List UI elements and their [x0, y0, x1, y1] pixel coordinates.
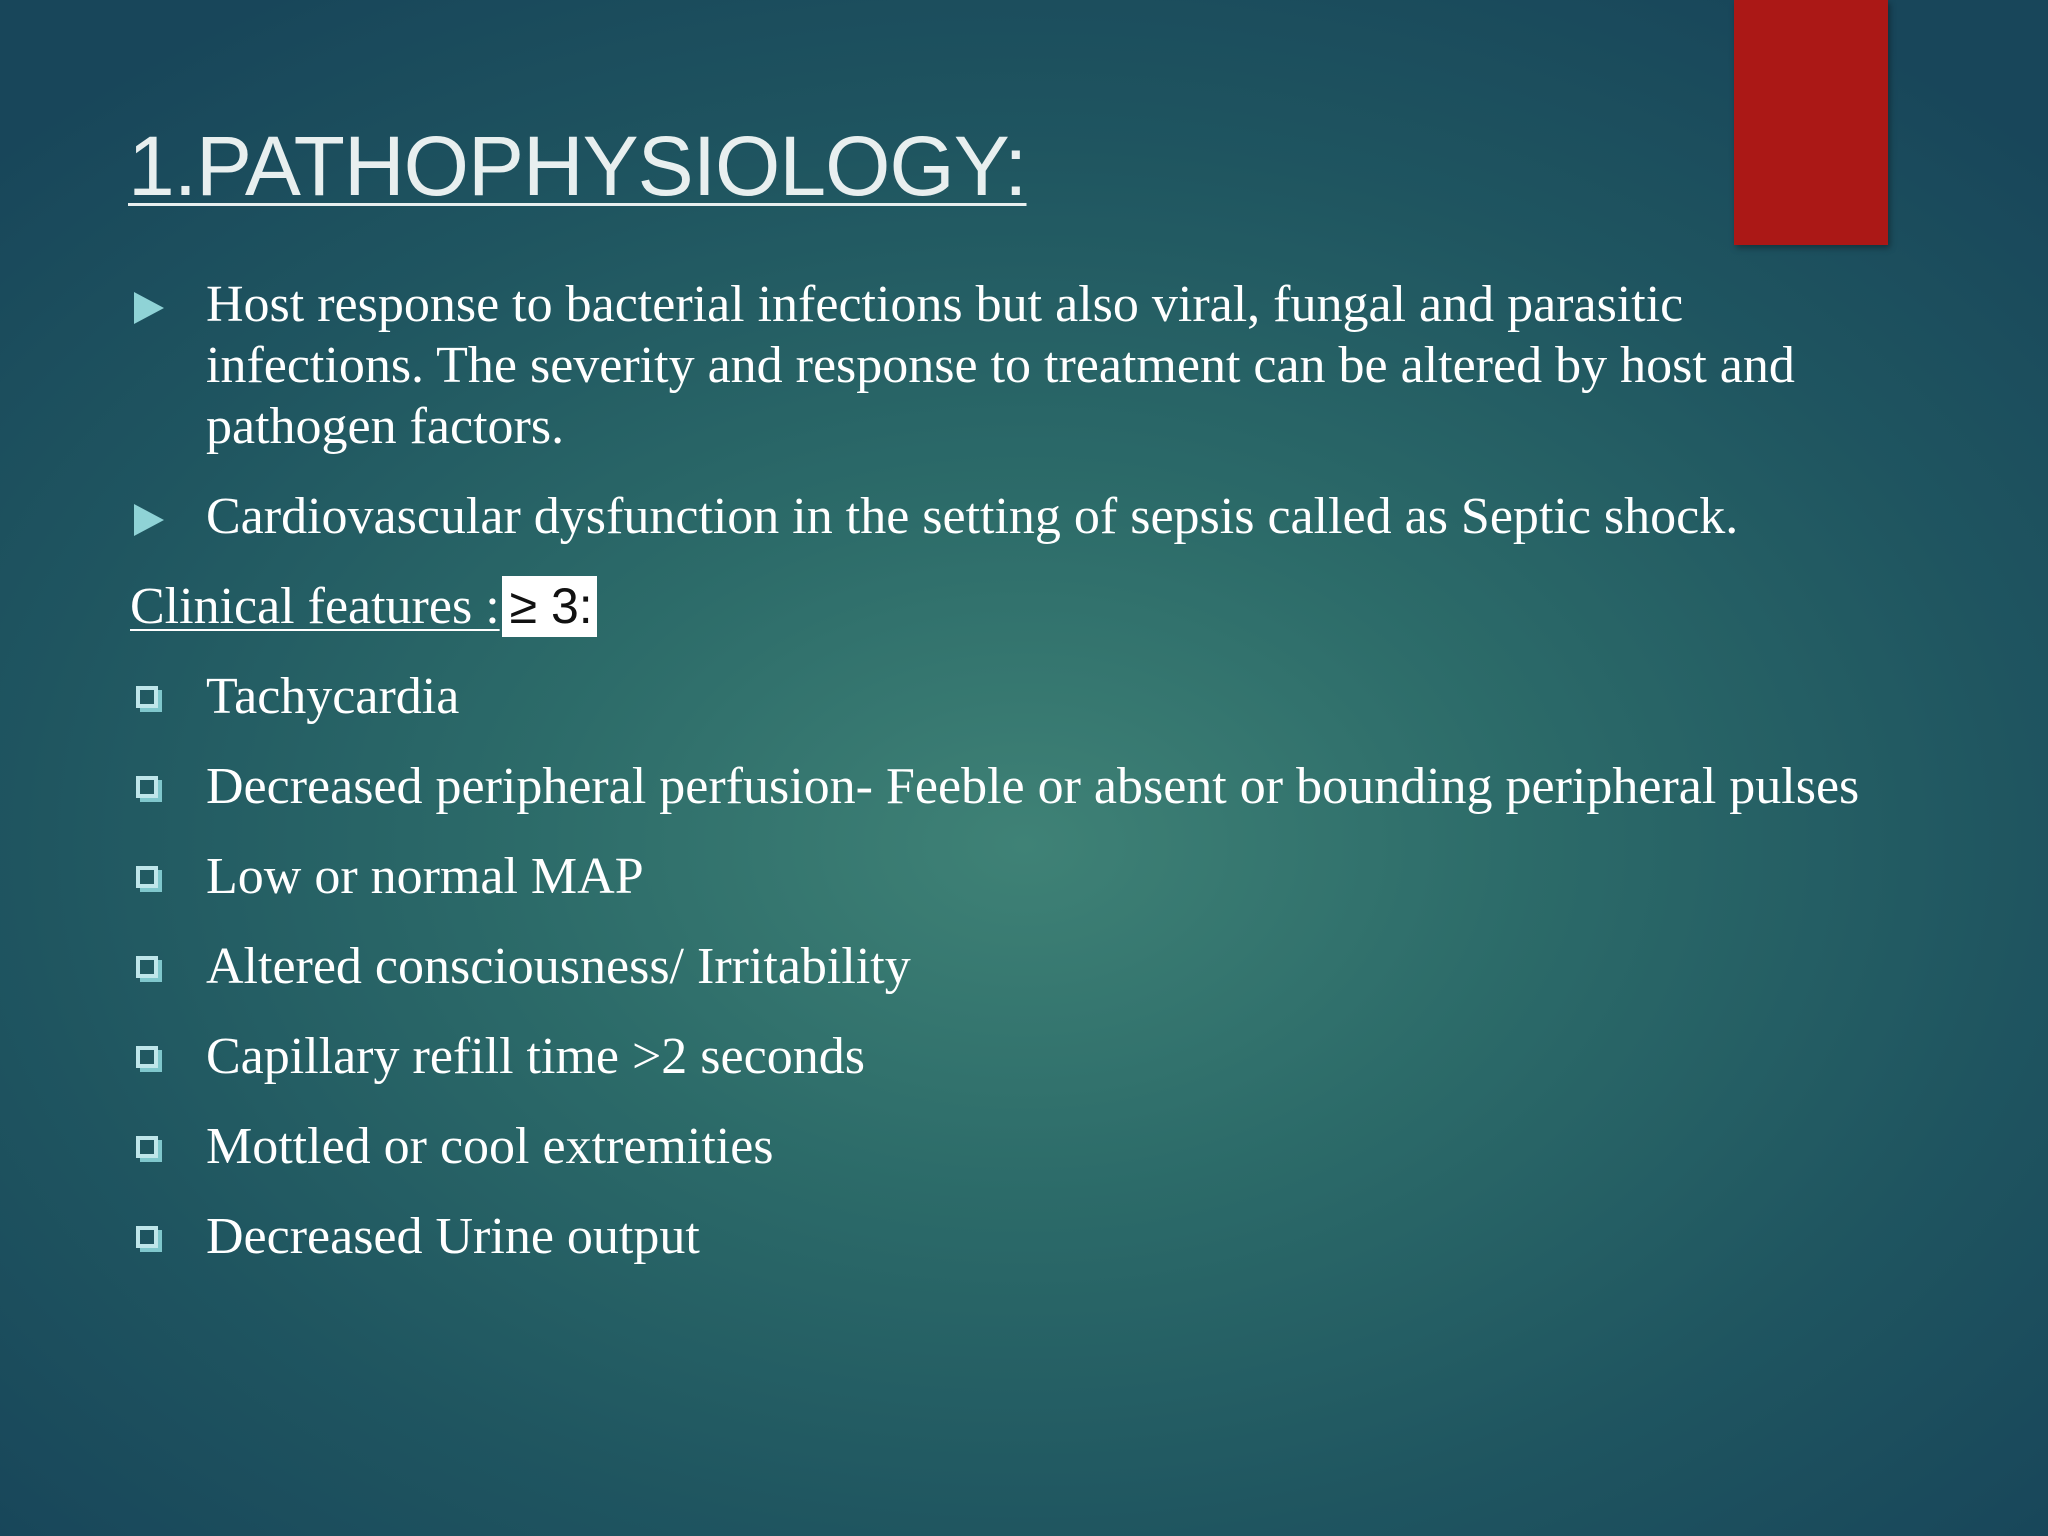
list-item — [130, 1206, 1910, 1267]
checkbox-square-icon — [136, 956, 158, 978]
bullet-text: Host response to bacterial infections but also viral, fungal and parasitic infections. The severity and response to treatment can be altered by host and pathogen factors. — [206, 276, 1795, 455]
list-item — [130, 756, 1910, 817]
bullet-marker — [132, 1026, 172, 1087]
bullet-marker — [132, 936, 172, 997]
clinical-features-label: Clinical features : — [130, 578, 500, 635]
checkbox-square-icon — [136, 686, 158, 708]
list-item — [130, 1116, 1910, 1177]
bullet-text: Cardiovascular dysfunction in the setting of sepsis called as Septic shock. — [206, 488, 1739, 545]
checkbox-square-icon — [136, 1046, 158, 1068]
list-item — [130, 846, 1910, 907]
checkbox-square-icon — [136, 1226, 158, 1248]
slide-body — [130, 274, 1910, 1296]
list-item — [130, 1026, 1910, 1087]
list-item-text: Decreased peripheral perfusion- Feeble or absent or bounding peripheral pulses — [206, 758, 1860, 815]
list-item-text: Mottled or cool extremities — [206, 1118, 774, 1175]
bullet-marker — [132, 756, 172, 817]
list-item — [130, 936, 1910, 997]
bullet-item — [130, 274, 1910, 457]
clinical-features-heading — [130, 576, 1910, 637]
triangle-arrow-icon — [134, 292, 164, 324]
list-item-text: Tachycardia — [206, 668, 460, 725]
bullet-marker — [132, 846, 172, 907]
slide-title: 1.PATHOPHYSIOLOGY: — [128, 119, 1027, 213]
triangle-arrow-icon — [134, 504, 164, 536]
list-item-text: Low or normal MAP — [206, 848, 644, 905]
checkbox-square-icon — [136, 1136, 158, 1158]
highlight-criteria: ≥ 3: — [502, 576, 597, 637]
bullet-marker — [132, 1206, 172, 1267]
list-item-text: Altered consciousness/ Irritability — [206, 938, 911, 995]
bullet-marker — [132, 486, 172, 547]
list-item-text: Decreased Urine output — [206, 1208, 700, 1265]
list-item-text: Capillary refill time >2 seconds — [206, 1028, 865, 1085]
bullet-marker — [132, 274, 172, 335]
list-item — [130, 666, 1910, 727]
bullet-marker — [132, 666, 172, 727]
bullet-marker — [132, 1116, 172, 1177]
checkbox-square-icon — [136, 776, 158, 798]
checkbox-square-icon — [136, 866, 158, 888]
accent-tab — [1734, 0, 1888, 245]
bullet-item — [130, 486, 1910, 547]
